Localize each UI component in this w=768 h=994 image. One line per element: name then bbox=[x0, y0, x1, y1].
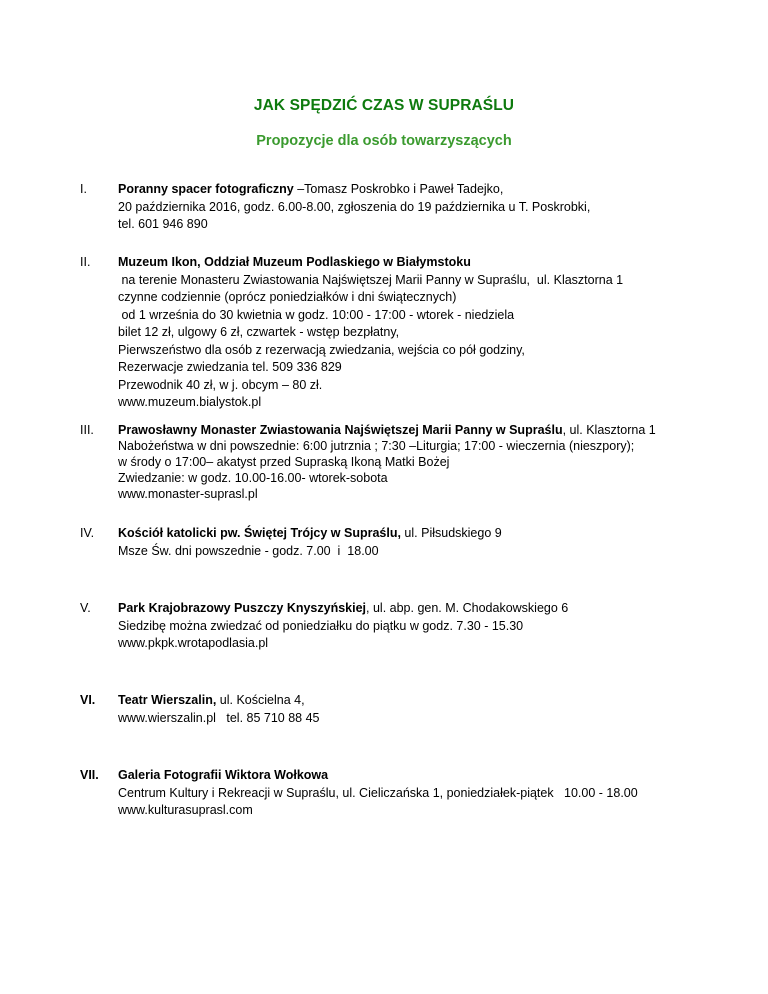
section-content bbox=[118, 181, 758, 234]
section-line: Zwiedzanie: w godz. 10.00-16.00- wtorek-sobota bbox=[118, 471, 388, 485]
section-line: Siedzibę można zwiedzać od poniedziałku do piątku w godz. 7.30 - 15.30 bbox=[118, 618, 524, 633]
section-line: Pierwszeństwo dla osób z rezerwacją zwiedzania, wejścia co pół godziny, bbox=[118, 342, 525, 357]
section-link[interactable]: www.kulturasuprasl.com bbox=[118, 803, 253, 817]
section-heading bbox=[118, 692, 758, 710]
section-heading-rest: , ul. Klasztorna 1 bbox=[562, 423, 656, 437]
section-link[interactable]: www.monaster-suprasl.pl bbox=[118, 487, 258, 501]
section-heading bbox=[118, 525, 758, 543]
section-heading-bold: Prawosławny Monaster Zwiastowania Najświętszej Marii Panny w Supraślu bbox=[118, 423, 563, 437]
section-heading-bold: Galeria Fotografii Wiktora Wołkowa bbox=[118, 768, 329, 782]
section-heading-rest: –Tomasz Poskrobko i Paweł Tadejko, bbox=[293, 182, 504, 196]
section-heading-bold: Poranny spacer fotograficzny bbox=[118, 182, 294, 196]
section-line: w środy o 17:00– akatyst przed Supraską Ikoną Matki Bożej bbox=[118, 455, 450, 469]
section-line: Centrum Kultury i Rekreacji w Supraślu, ul. Cieliczańska 1, poniedziałek-piątek 10.00 - 18.00 bbox=[118, 785, 638, 800]
section-content bbox=[118, 767, 758, 820]
section-line: Przewodnik 40 zł, w j. obcym – 80 zł. bbox=[118, 377, 323, 392]
section-numeral: VI. bbox=[80, 693, 96, 707]
section-numeral: VII. bbox=[80, 768, 99, 782]
section-numeral: II. bbox=[80, 255, 91, 269]
section-heading-bold: Muzeum Ikon, Oddział Muzeum Podlaskiego w Białymstoku bbox=[118, 255, 471, 269]
section-heading-rest: ul. Piłsudskiego 9 bbox=[400, 526, 502, 540]
section-heading bbox=[118, 181, 758, 199]
document-subtitle: Propozycje dla osób towarzyszących bbox=[256, 133, 512, 149]
section-heading-bold: Teatr Wierszalin, bbox=[118, 693, 217, 707]
section-line: 20 października 2016, godz. 6.00-8.00, zgłoszenia do 19 października u T. Poskrobki, bbox=[118, 199, 591, 214]
section-numeral: III. bbox=[80, 423, 94, 437]
section-line: Msze Św. dni powszednie - godz. 7.00 i 18.00 bbox=[118, 543, 379, 558]
section-numeral: I. bbox=[80, 182, 87, 196]
section-line: bilet 12 zł, ulgowy 6 zł, czwartek - wstęp bezpłatny, bbox=[118, 325, 400, 339]
section-line: na terenie Monasteru Zwiastowania Najświętszej Marii Panny w Supraślu, ul. Klasztorna 1 bbox=[118, 272, 624, 287]
section-line: Rezerwacje zwiedzania tel. 509 336 829 bbox=[118, 360, 342, 374]
section-numeral: V. bbox=[80, 601, 91, 615]
section-content bbox=[118, 525, 758, 560]
section-content bbox=[118, 692, 758, 727]
section-link[interactable]: www.muzeum.bialystok.pl bbox=[118, 395, 262, 409]
section-line: www.wierszalin.pl tel. 85 710 88 45 bbox=[118, 710, 320, 725]
section-heading bbox=[118, 422, 758, 438]
section-heading-bold: Park Krajobrazowy Puszczy Knyszyńskiej bbox=[118, 601, 367, 615]
section-content bbox=[118, 600, 758, 653]
section-content bbox=[118, 254, 758, 412]
section-heading bbox=[118, 767, 758, 785]
section-content bbox=[118, 422, 758, 502]
section-heading-bold: Kościół katolicki pw. Świętej Trójcy w Supraślu, bbox=[118, 526, 401, 540]
section-line: tel. 601 946 890 bbox=[118, 217, 208, 231]
section-heading bbox=[118, 254, 758, 272]
document-title: JAK SPĘDZIĆ CZAS W SUPRAŚLU bbox=[253, 97, 515, 114]
section-line: Nabożeństwa w dni powszednie: 6:00 jutrznia ; 7:30 –Liturgia; 17:00 - wieczernia (nieszpory); bbox=[118, 439, 635, 453]
section-numeral: IV. bbox=[80, 526, 95, 540]
section-line: od 1 września do 30 kwietnia w godz. 10:00 - 17:00 - wtorek - niedziela bbox=[118, 307, 515, 322]
section-link[interactable]: www.pkpk.wrotapodlasia.pl bbox=[118, 636, 269, 650]
section-line: czynne codziennie (oprócz poniedziałków i dni świątecznych) bbox=[118, 290, 457, 304]
section-heading-rest: , ul. abp. gen. M. Chodakowskiego 6 bbox=[366, 601, 569, 615]
section-heading bbox=[118, 600, 758, 618]
section-heading-rest: ul. Kościelna 4, bbox=[216, 693, 305, 707]
